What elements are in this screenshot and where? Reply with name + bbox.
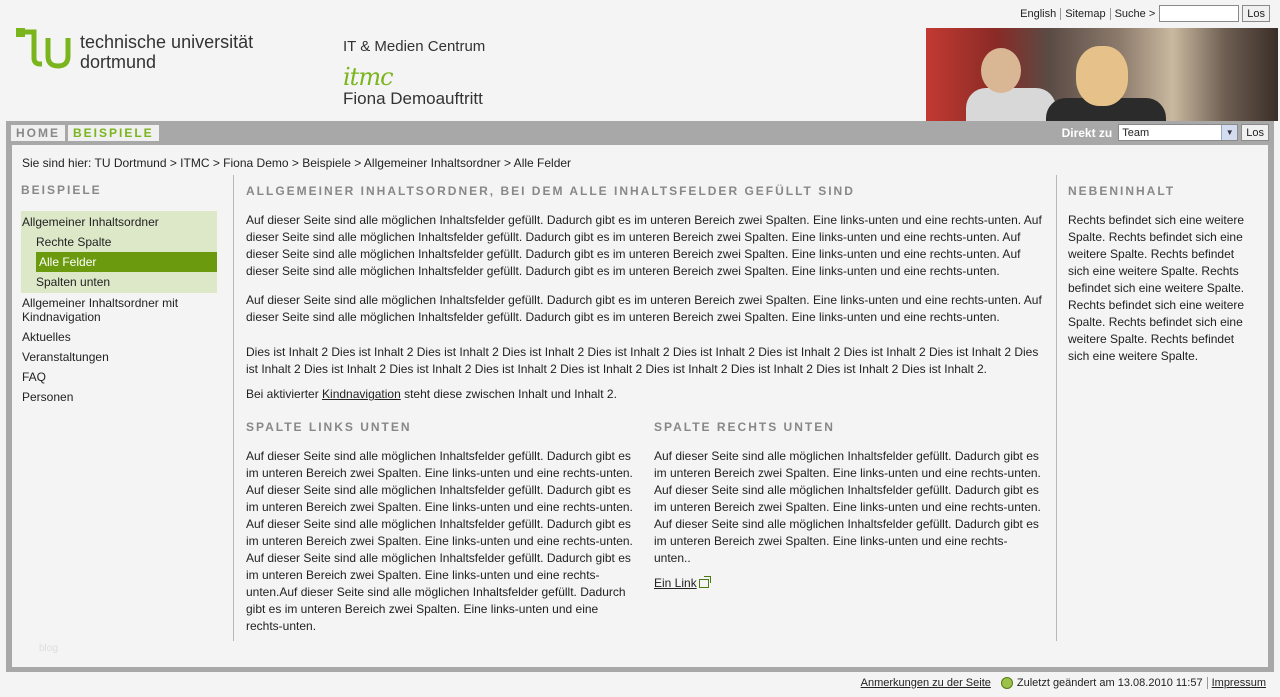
breadcrumb: Sie sind hier: TU Dortmund > ITMC > Fiona Demo > Beispiele > Allgemeiner Inhaltsordner > Alle Felder	[22, 156, 572, 170]
ein-link-row	[654, 575, 1042, 592]
ein-link[interactable]: Ein Link	[654, 576, 697, 590]
content-frame	[6, 121, 1274, 672]
logo-line-2: dortmund	[80, 52, 157, 72]
column-right-text: Auf dieser Seite sind alle möglichen Inhaltsfelder gefüllt. Dadurch gibt es im unteren Bereich zwei Spalten. Eine links-unten und eine rechts-unten. Auf dieser Seite sind alle möglichen Inhaltsfelder gefüllt. Dadurch gibt es im unteren Bereich zwei Spalten. Eine links-unten und eine rechts-unten. Auf dieser Seite sind alle möglichen Inhaltsfelder gefüllt. Dadurch gibt es im unteren Bereich zwei Spalten. Eine links-unten und eine rechts-unten..	[654, 449, 1041, 565]
kindnavigation-note	[246, 386, 1046, 403]
side-content-text: Rechts befindet sich eine weitere Spalte. Rechts befindet sich eine weitere Spalte. Rechts befindet sich eine weitere Spalte. Rechts befindet sich eine weitere Spalte. Rechts befindet sich eine weitere Spalte. Rechts befindet sich eine weitere Spalte. Rechts befindet sich eine weitere Spalte.	[1068, 213, 1245, 363]
external-link-icon	[699, 579, 709, 588]
photo-figure	[966, 88, 1056, 121]
sidebar-item-aktuelles[interactable]: Aktuelles	[22, 330, 71, 344]
logo-line-1: technische universität	[80, 32, 254, 52]
nav-tabs	[11, 125, 159, 141]
tab-beispiele[interactable]: BEISPIELE	[68, 125, 159, 141]
english-link[interactable]: English	[1020, 7, 1057, 20]
search-label: Suche >	[1114, 7, 1156, 20]
direkt-go-button[interactable]: Los	[1241, 124, 1269, 141]
chevron-down-icon[interactable]: ▼	[1221, 125, 1237, 140]
header-photo	[926, 28, 1278, 121]
tu-logo-icon	[16, 28, 72, 70]
tu-logo[interactable]	[16, 28, 253, 72]
main-content	[246, 183, 1046, 641]
divider	[233, 175, 234, 641]
sidebar-title: BEISPIELE	[21, 183, 102, 197]
sidebar-item-alle-felder[interactable]: Alle Felder	[36, 252, 217, 272]
kindnavigation-link[interactable]: Kindnavigation	[322, 387, 401, 401]
remarks-link[interactable]: Anmerkungen zu der Seite	[860, 677, 991, 689]
site-heading	[343, 38, 485, 109]
search-go-button[interactable]: Los	[1242, 5, 1270, 22]
logo-text	[80, 32, 253, 72]
kind-note-post: steht diese zwischen Inhalt und Inhalt 2.	[400, 387, 617, 401]
sitemap-link[interactable]: Sitemap	[1065, 7, 1106, 20]
page-body	[12, 145, 1268, 667]
it-medien-title: IT & Medien Centrum	[343, 38, 486, 55]
edit-icon[interactable]	[1001, 677, 1013, 689]
sidebar-active-group	[21, 211, 217, 293]
sidebar-item-personen[interactable]: Personen	[22, 390, 74, 404]
column-right-title: SPALTE RECHTS UNTEN	[654, 420, 835, 434]
direkt-select[interactable]	[1118, 124, 1238, 141]
footer	[857, 677, 1270, 689]
kind-note-pre: Bei aktivierter	[246, 387, 323, 401]
tab-home[interactable]: HOME	[11, 125, 65, 141]
content-paragraph: Auf dieser Seite sind alle möglichen Inhaltsfelder gefüllt. Dadurch gibt es im unteren Bereich zwei Spalten. Eine links-unten und eine rechts-unten. Auf dieser Seite sind alle möglichen Inhaltsfelder gefüllt. Dadurch gibt es im unteren Bereich zwei Spalten. Eine links-unten und eine rechts-unten.	[246, 293, 1042, 324]
photo-figure	[981, 48, 1021, 93]
column-left-text: Auf dieser Seite sind alle möglichen Inhaltsfelder gefüllt. Dadurch gibt es im unteren Bereich zwei Spalten. Eine links-unten und eine rechts-unten. Auf dieser Seite sind alle möglichen Inhaltsfelder gefüllt. Dadurch gibt es im unteren Bereich zwei Spalten. Eine links-unten und eine rechts-unten. Auf dieser Seite sind alle möglichen Inhaltsfelder gefüllt. Dadurch gibt es im unteren Bereich zwei Spalten. Eine links-unten und eine rechts-unten. Auf dieser Seite sind alle möglichen Inhaltsfelder gefüllt. Dadurch gibt es im unteren Bereich zwei Spalten. Eine links-unten und eine rechts-unten.Auf dieser Seite sind alle möglichen Inhaltsfelder gefüllt. Dadurch gibt es im unteren Bereich zwei Spalten. Eine links-unten und eine rechts-unten.	[246, 449, 633, 633]
content-paragraph: Auf dieser Seite sind alle möglichen Inhaltsfelder gefüllt. Dadurch gibt es im unteren Bereich zwei Spalten. Eine links-unten und eine rechts-unten. Auf dieser Seite sind alle möglichen Inhaltsfelder gefüllt. Dadurch gibt es im unteren Bereich zwei Spalten. Eine links-unten und eine rechts-unten. Auf dieser Seite sind alle möglichen Inhaltsfelder gefüllt. Dadurch gibt es im unteren Bereich zwei Spalten. Eine links-unten und eine rechts-unten. Auf dieser Seite sind alle möglichen Inhaltsfelder gefüllt. Dadurch gibt es im unteren Bereich zwei Spalten. Eine links-unten und eine rechts-unten.	[246, 213, 1042, 278]
page-title: ALLGEMEINER INHALTSORDNER, BEI DEM ALLE INHALTSFELDER GEFÜLLT SIND	[246, 184, 855, 198]
divider	[1056, 175, 1057, 641]
itmc-logo: itmc	[343, 63, 393, 91]
column-left-title: SPALTE LINKS UNTEN	[246, 420, 412, 434]
sidebar	[21, 183, 221, 407]
sidebar-item-faq[interactable]: FAQ	[22, 370, 47, 384]
main-navbar	[6, 121, 1274, 143]
impressum-link[interactable]: Impressum	[1211, 677, 1266, 689]
content-2-paragraph: Dies ist Inhalt 2 Dies ist Inhalt 2 Dies ist Inhalt 2 Dies ist Inhalt 2 Dies ist Inhalt 2 Dies ist Inhalt 2 Dies ist Inhalt 2 Dies ist Inhalt 2 Dies ist Inhalt 2 Dies ist Inhalt 2 Dies ist Inhalt 2 Dies ist Inhalt 2 Dies ist Inhalt 2 Dies ist Inhalt 2 Dies ist Inhalt 2 Dies ist Inhalt 2 Dies ist Inhalt 2 Dies ist Inhalt 2.	[246, 345, 1039, 376]
sidebar-item-veranstaltungen[interactable]: Veranstaltungen	[22, 350, 109, 364]
sidebar-item-kindnavigation[interactable]: Allgemeiner Inhaltsordner mit Kindnavigation	[22, 296, 179, 324]
last-changed: Zuletzt geändert am 13.08.2010 11:57	[1016, 677, 1203, 689]
sidebar-item-allgemeiner-inhaltsordner[interactable]: Allgemeiner Inhaltsordner	[22, 215, 159, 229]
direkt-selected-value: Team	[1122, 126, 1150, 139]
column-left	[246, 419, 634, 641]
sidebar-item-rechte-spalte[interactable]: Rechte Spalte	[36, 235, 112, 249]
search-input[interactable]	[1159, 5, 1239, 22]
photo-figure	[1076, 46, 1128, 106]
bottom-columns	[246, 419, 1046, 641]
direkt-zu	[1062, 124, 1269, 141]
direkt-label: Direkt zu	[1061, 125, 1113, 140]
utility-bar	[1016, 5, 1270, 22]
blog-link[interactable]: blog	[39, 643, 58, 654]
side-content	[1068, 183, 1258, 365]
side-content-title: NEBENINHALT	[1068, 184, 1176, 198]
site-name: Fiona Demoauftritt	[343, 89, 483, 108]
column-right	[654, 419, 1042, 641]
sidebar-item-spalten-unten[interactable]: Spalten unten	[36, 275, 111, 289]
